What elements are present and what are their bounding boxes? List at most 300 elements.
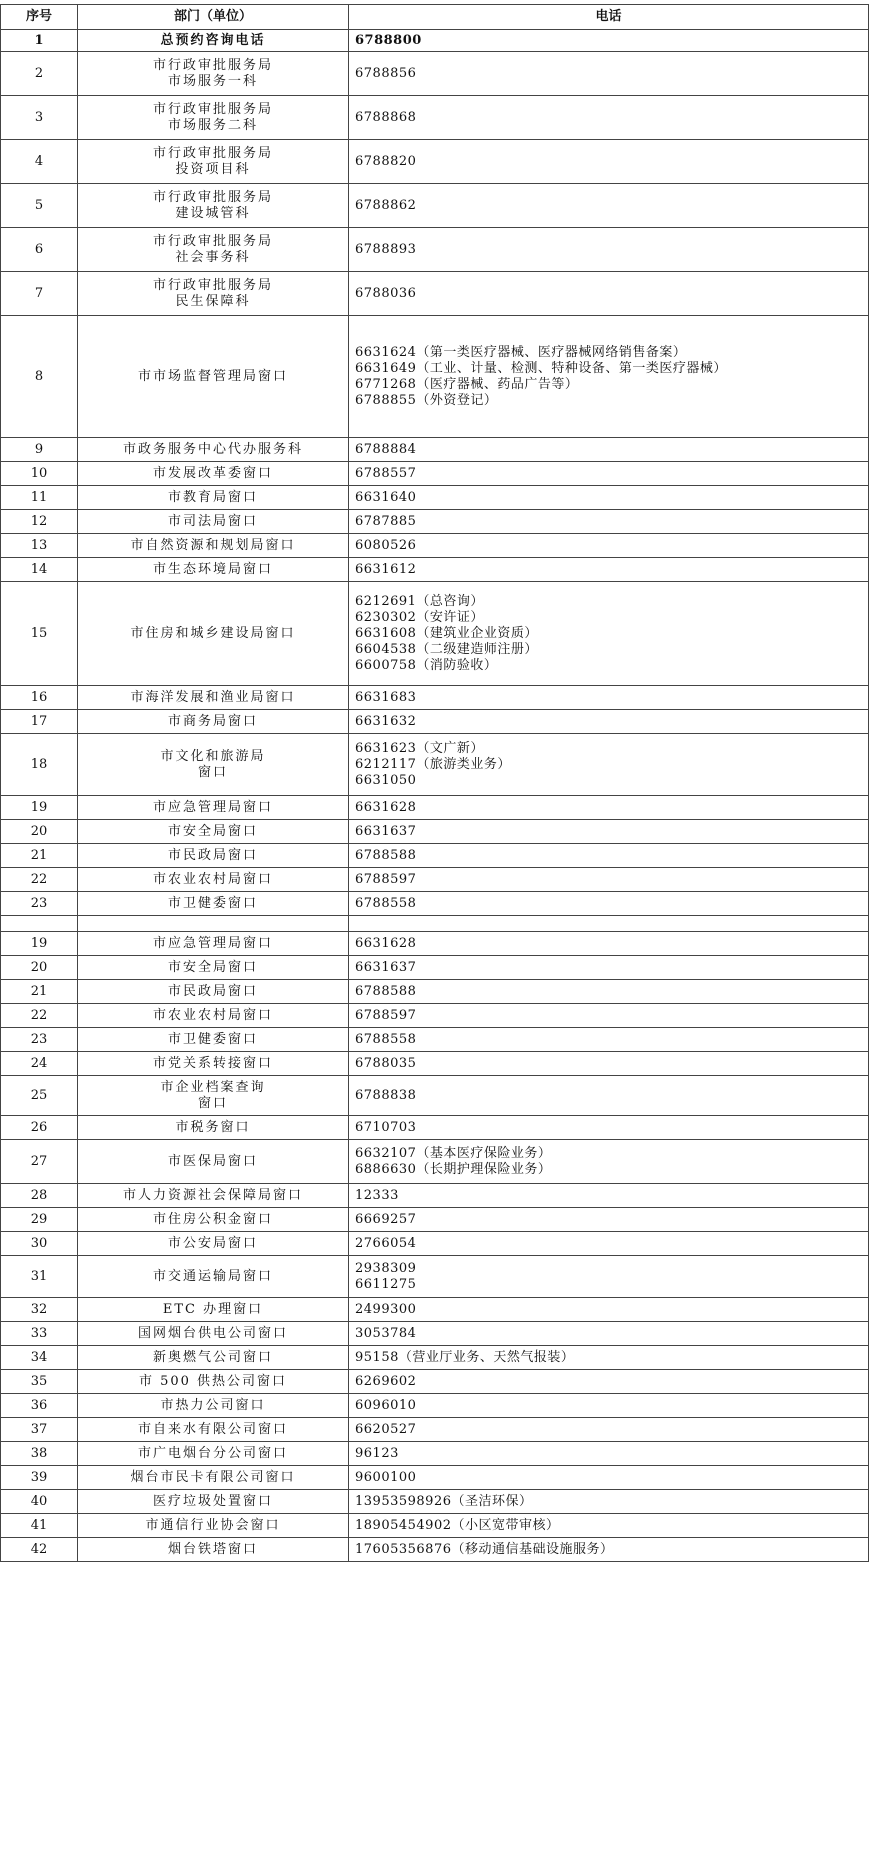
table-row [1,1394,869,1418]
row-number: 15 [1,582,78,686]
phone-line: 6886630（长期护理保险业务） [355,1161,552,1177]
table-row [1,1004,869,1028]
department-cell [78,1394,349,1418]
table-row [1,796,869,820]
table-row [1,1140,869,1184]
row-number: 4 [1,140,78,184]
phone-line: 2938309 [355,1260,417,1276]
department-cell [78,1076,349,1116]
department-line: 市自来水有限公司窗口 [137,1421,288,1437]
department-cell [78,228,349,272]
phone-cell [349,1184,869,1208]
phone-cell [349,916,869,932]
department-line: 市企业档案查询 [160,1079,266,1095]
row-number: 37 [1,1418,78,1442]
row-number: 23 [1,1028,78,1052]
department-line: 市生态环境局窗口 [152,561,273,577]
table-row [1,1184,869,1208]
department-line: 市教育局窗口 [167,489,258,505]
department-cell [78,582,349,686]
department-line: 市医保局窗口 [167,1153,258,1169]
table-row [1,1538,869,1562]
phone-cell [349,1370,869,1394]
department-cell [78,1514,349,1538]
row-number: 6 [1,228,78,272]
row-number: 33 [1,1322,78,1346]
phone-line: 6788036 [355,285,417,301]
department-line: 窗口 [197,764,228,780]
table-row [1,1370,869,1394]
phone-cell [349,1418,869,1442]
phone-line: 95158（营业厅业务、天然气报装） [355,1349,575,1365]
department-cell [78,1466,349,1490]
table-row [1,558,869,582]
row-number: 38 [1,1442,78,1466]
phone-cell [349,796,869,820]
department-cell [78,316,349,438]
phone-cell [349,844,869,868]
department-cell [78,1116,349,1140]
phone-line: 6620527 [355,1421,417,1437]
department-line: 市卫健委窗口 [167,1031,258,1047]
phone-line: 6631612 [355,561,417,577]
phone-cell [349,1004,869,1028]
table-row [1,462,869,486]
department-line: 市市场监督管理局窗口 [137,368,288,384]
department-line: 市人力资源社会保障局窗口 [122,1187,303,1203]
table-row [1,1208,869,1232]
department-line: 总预约咨询电话 [160,32,266,48]
phone-line: 6631683 [355,689,417,705]
phone-line: 6631628 [355,799,417,815]
phone-line: 6788862 [355,197,417,213]
phone-cell [349,1116,869,1140]
department-cell [78,1140,349,1184]
table-row [1,228,869,272]
phone-line: 6631608（建筑业企业资质） [355,625,538,641]
header-phone: 电话 [349,5,869,30]
department-line: 市民政局窗口 [167,847,258,863]
header-department: 部门（单位） [78,5,349,30]
row-number: 18 [1,734,78,796]
table-row [1,1418,869,1442]
department-line: 医疗垃圾处置窗口 [152,1493,273,1509]
department-line: 市发展改革委窗口 [152,465,273,481]
phone-cell [349,228,869,272]
phone-cell [349,534,869,558]
department-cell [78,438,349,462]
department-line: 市场服务二科 [167,117,258,133]
row-number: 20 [1,956,78,980]
department-cell [78,734,349,796]
phone-line: 6230302（安许证） [355,609,484,625]
department-line: 市行政审批服务局 [152,277,273,293]
phone-line: 6096010 [355,1397,417,1413]
department-line: 市安全局窗口 [167,959,258,975]
phone-cell [349,1322,869,1346]
phone-line: 6788588 [355,847,417,863]
row-number: 39 [1,1466,78,1490]
phone-cell [349,582,869,686]
department-cell [78,52,349,96]
phone-line: 6788884 [355,441,417,457]
row-number: 20 [1,820,78,844]
row-number: 1 [1,30,78,52]
phone-cell [349,510,869,534]
department-line: 新奥燃气公司窗口 [152,1349,273,1365]
phone-cell [349,1466,869,1490]
phone-cell [349,820,869,844]
phone-line: 96123 [355,1445,399,1461]
department-line: 市行政审批服务局 [152,145,273,161]
phone-line: 6788597 [355,871,417,887]
phone-cell [349,932,869,956]
row-number: 41 [1,1514,78,1538]
department-cell [78,558,349,582]
phone-line: 6788588 [355,983,417,999]
table-row [1,956,869,980]
table-row [1,1466,869,1490]
department-cell [78,30,349,52]
phone-line: 6788868 [355,109,417,125]
row-number: 3 [1,96,78,140]
department-cell [78,844,349,868]
table-row [1,916,869,932]
table-row [1,486,869,510]
table-row [1,1322,869,1346]
phone-cell [349,1256,869,1298]
table-row [1,510,869,534]
department-cell [78,1028,349,1052]
phone-cell [349,1052,869,1076]
department-cell [78,1208,349,1232]
department-line: 社会事务科 [175,249,251,265]
table-row [1,1052,869,1076]
phone-cell [349,1490,869,1514]
phone-cell [349,52,869,96]
department-line: 市通信行业协会窗口 [145,1517,281,1533]
department-line: 市政务服务中心代办服务科 [122,441,303,457]
table-row [1,686,869,710]
phone-cell [349,956,869,980]
row-number: 22 [1,1004,78,1028]
table-row [1,1028,869,1052]
row-number: 9 [1,438,78,462]
table-row [1,184,869,228]
phone-line: 6631624（第一类医疗器械、医疗器械网络销售备案） [355,344,687,360]
department-line: 市交通运输局窗口 [152,1268,273,1284]
phone-line: 6788855（外资登记） [355,392,498,408]
row-number: 28 [1,1184,78,1208]
phone-cell [349,1514,869,1538]
phone-line: 6631628 [355,935,417,951]
table-row [1,932,869,956]
phone-cell [349,1346,869,1370]
department-cell [78,916,349,932]
department-line: 投资项目科 [175,161,251,177]
department-cell [78,272,349,316]
table-row [1,30,869,52]
department-line: 市农业农村局窗口 [152,871,273,887]
department-cell [78,486,349,510]
row-number: 10 [1,462,78,486]
row-number: 2 [1,52,78,96]
phone-cell [349,734,869,796]
department-line: 烟台市民卡有限公司窗口 [130,1469,296,1485]
department-line: 市住房和城乡建设局窗口 [130,625,296,641]
row-number: 13 [1,534,78,558]
department-cell [78,1052,349,1076]
department-cell [78,1418,349,1442]
department-cell [78,510,349,534]
row-number: 23 [1,892,78,916]
table-row [1,316,869,438]
phone-cell [349,438,869,462]
phone-line: 18905454902（小区宽带审核） [355,1517,560,1533]
table-row [1,1256,869,1298]
phone-cell [349,558,869,582]
department-cell [78,1490,349,1514]
phone-line: 6788035 [355,1055,417,1071]
department-line: 市公安局窗口 [167,1235,258,1251]
phone-cell [349,1076,869,1116]
phone-line: 6631640 [355,489,417,505]
phone-line: 6788893 [355,241,417,257]
department-line: 市文化和旅游局 [160,748,266,764]
row-number: 29 [1,1208,78,1232]
header-number: 序号 [1,5,78,30]
row-number: 25 [1,1076,78,1116]
phone-cell [349,1232,869,1256]
department-line: 市民政局窗口 [167,983,258,999]
department-line: 市司法局窗口 [167,513,258,529]
contact-table [0,4,869,1562]
row-number: 31 [1,1256,78,1298]
department-line: 烟台铁塔窗口 [167,1541,258,1557]
department-line: 市海洋发展和渔业局窗口 [130,689,296,705]
department-line: 市广电烟台分公司窗口 [137,1445,288,1461]
department-cell [78,1232,349,1256]
department-cell [78,1370,349,1394]
row-number: 34 [1,1346,78,1370]
phone-line: 6631637 [355,959,417,975]
table-row [1,1490,869,1514]
phone-line: 12333 [355,1187,399,1203]
department-line: 市 500 供热公司窗口 [138,1373,288,1389]
department-cell [78,956,349,980]
table-row [1,980,869,1004]
phone-line: 6632107（基本医疗保险业务） [355,1145,552,1161]
table-row [1,734,869,796]
department-cell [78,686,349,710]
department-line: 市热力公司窗口 [160,1397,266,1413]
phone-line: 6669257 [355,1211,417,1227]
row-number: 24 [1,1052,78,1076]
row-number: 16 [1,686,78,710]
table-row [1,272,869,316]
table-row [1,438,869,462]
department-line: 建设城管科 [175,205,251,221]
phone-cell [349,96,869,140]
department-cell [78,710,349,734]
phone-cell [349,868,869,892]
phone-line: 2499300 [355,1301,417,1317]
department-line: 市税务窗口 [175,1119,251,1135]
phone-line: 6631050 [355,772,417,788]
department-line: 市行政审批服务局 [152,101,273,117]
phone-cell [349,1140,869,1184]
department-cell [78,820,349,844]
row-number: 11 [1,486,78,510]
department-cell [78,1322,349,1346]
row-number: 36 [1,1394,78,1418]
row-number: 12 [1,510,78,534]
table-row [1,96,869,140]
department-cell [78,1004,349,1028]
department-line: 市应急管理局窗口 [152,799,273,815]
row-number: 14 [1,558,78,582]
department-cell [78,1256,349,1298]
row-number: 27 [1,1140,78,1184]
department-line: 市住房公积金窗口 [152,1211,273,1227]
department-line: 窗口 [197,1095,228,1111]
phone-line: 6710703 [355,1119,417,1135]
phone-cell [349,1208,869,1232]
phone-line: 6600758（消防验收） [355,657,498,673]
table-row [1,1514,869,1538]
table-row [1,1076,869,1116]
phone-line: 6771268（医疗器械、药品广告等） [355,376,579,392]
row-number: 40 [1,1490,78,1514]
phone-cell [349,892,869,916]
phone-line: 6212117（旅游类业务） [355,756,511,772]
phone-line: 3053784 [355,1325,417,1341]
row-number: 19 [1,796,78,820]
row-number: 32 [1,1298,78,1322]
department-line: 市应急管理局窗口 [152,935,273,951]
phone-cell [349,1538,869,1562]
phone-line: 6788558 [355,895,417,911]
row-number: 22 [1,868,78,892]
table-row [1,868,869,892]
department-cell [78,932,349,956]
phone-cell [349,316,869,438]
table-row [1,1442,869,1466]
department-line: ETC 办理窗口 [162,1301,264,1317]
department-cell [78,184,349,228]
phone-cell [349,272,869,316]
table-row [1,140,869,184]
phone-cell [349,1394,869,1418]
phone-line: 6787885 [355,513,417,529]
row-number: 19 [1,932,78,956]
phone-cell [349,1442,869,1466]
department-line: 国网烟台供电公司窗口 [137,1325,288,1341]
phone-line: 2766054 [355,1235,417,1251]
phone-line: 6611275 [355,1276,417,1292]
department-cell [78,1346,349,1370]
table-row [1,1116,869,1140]
phone-line: 6269602 [355,1373,417,1389]
department-line: 民生保障科 [175,293,251,309]
department-cell [78,1298,349,1322]
table-row [1,710,869,734]
phone-cell [349,140,869,184]
phone-line: 6788838 [355,1087,417,1103]
row-number: 5 [1,184,78,228]
row-number: 8 [1,316,78,438]
phone-line: 6631632 [355,713,417,729]
table-row [1,820,869,844]
table-row [1,52,869,96]
phone-cell [349,486,869,510]
row-number: 26 [1,1116,78,1140]
department-cell [78,980,349,1004]
phone-cell [349,1298,869,1322]
row-number [1,916,78,932]
phone-cell [349,980,869,1004]
phone-line: 6631637 [355,823,417,839]
department-line: 市安全局窗口 [167,823,258,839]
phone-line: 6788800 [355,32,422,48]
phone-line: 9600100 [355,1469,417,1485]
phone-line: 6788820 [355,153,417,169]
department-cell [78,796,349,820]
table-row [1,534,869,558]
phone-line: 6788856 [355,65,417,81]
department-cell [78,868,349,892]
table-row [1,844,869,868]
department-line: 市党关系转接窗口 [152,1055,273,1071]
table-row [1,892,869,916]
department-cell [78,892,349,916]
phone-line: 6788597 [355,1007,417,1023]
department-line: 市行政审批服务局 [152,233,273,249]
department-cell [78,96,349,140]
department-line: 市行政审批服务局 [152,57,273,73]
phone-cell [349,462,869,486]
phone-line: 6631623（文广新） [355,740,484,756]
department-line: 市卫健委窗口 [167,895,258,911]
phone-line: 6604538（二级建造师注册） [355,641,538,657]
phone-line: 13953598926（圣洁环保） [355,1493,533,1509]
department-line: 市行政审批服务局 [152,189,273,205]
phone-line: 17605356876（移动通信基础设施服务） [355,1541,614,1557]
phone-cell [349,1028,869,1052]
row-number: 17 [1,710,78,734]
phone-cell [349,710,869,734]
table-row [1,582,869,686]
department-cell [78,462,349,486]
phone-line: 6788557 [355,465,417,481]
row-number: 21 [1,844,78,868]
department-cell [78,140,349,184]
department-line: 市自然资源和规划局窗口 [130,537,296,553]
table-row [1,1298,869,1322]
phone-line: 6631649（工业、计量、检测、特种设备、第一类医疗器械） [355,360,727,376]
phone-cell [349,184,869,228]
phone-cell [349,30,869,52]
department-cell [78,1442,349,1466]
table-header-row [1,5,869,30]
phone-line: 6788558 [355,1031,417,1047]
phone-line: 6080526 [355,537,417,553]
department-line: 市场服务一科 [167,73,258,89]
row-number: 30 [1,1232,78,1256]
table-row [1,1232,869,1256]
row-number: 42 [1,1538,78,1562]
row-number: 7 [1,272,78,316]
